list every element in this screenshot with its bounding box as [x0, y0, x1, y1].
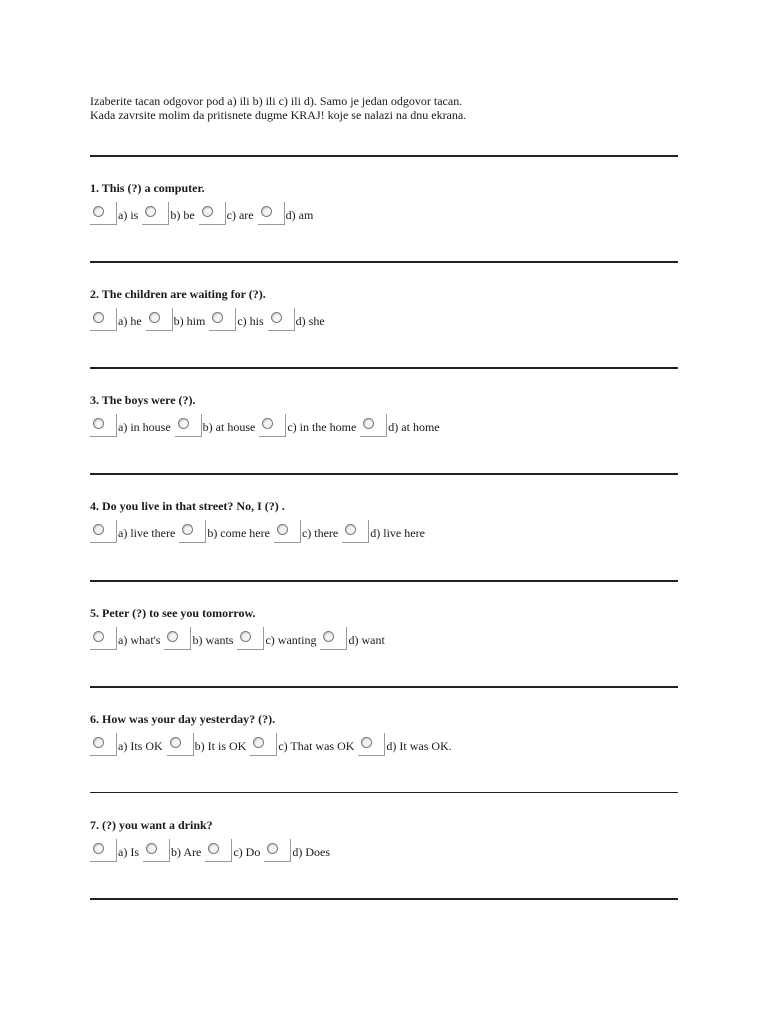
- instructions-line-2: Kada zavrsite molim da pritisnete dugme KRAJ! koje se nalazi na dnu ekrana.: [90, 108, 467, 122]
- option-label: b) at house: [202, 420, 256, 434]
- radio-circle-icon: [345, 524, 356, 535]
- option-d[interactable]: [358, 733, 451, 757]
- option-label: d) Does: [292, 845, 330, 859]
- option-d[interactable]: [360, 414, 439, 438]
- option-a[interactable]: [90, 414, 171, 438]
- question-text: 3. The boys were (?).: [90, 393, 196, 407]
- options-group: [90, 733, 452, 757]
- option-label: b) be: [170, 208, 195, 222]
- instructions: [90, 94, 690, 122]
- divider: [90, 792, 678, 793]
- radio-button[interactable]: [143, 839, 170, 862]
- option-label: b) wants: [192, 633, 234, 647]
- radio-button[interactable]: [90, 202, 117, 225]
- radio-circle-icon: [93, 631, 104, 642]
- option-c[interactable]: [250, 733, 354, 757]
- option-label: d) want: [348, 633, 385, 647]
- radio-circle-icon: [202, 206, 213, 217]
- radio-circle-icon: [167, 631, 178, 642]
- option-c[interactable]: [274, 520, 338, 544]
- option-label: c) in the home: [287, 420, 357, 434]
- question-text: 7. (?) you want a drink?: [90, 818, 213, 832]
- options-group: [90, 839, 330, 863]
- option-label: a) what's: [118, 633, 161, 647]
- radio-button[interactable]: [179, 520, 206, 543]
- instructions-line-1: Izaberite tacan odgovor pod a) ili b) ili c) ili d). Samo je jedan odgovor tacan.: [90, 94, 463, 108]
- radio-circle-icon: [93, 312, 104, 323]
- option-b[interactable]: [143, 839, 201, 863]
- radio-circle-icon: [323, 631, 334, 642]
- option-a[interactable]: [90, 308, 142, 332]
- radio-circle-icon: [93, 206, 104, 217]
- radio-circle-icon: [146, 843, 157, 854]
- option-label: a) in house: [118, 420, 171, 434]
- radio-button[interactable]: [320, 627, 347, 650]
- option-label: c) That was OK: [278, 739, 355, 753]
- radio-button[interactable]: [90, 308, 117, 331]
- radio-button[interactable]: [90, 733, 117, 756]
- option-a[interactable]: [90, 839, 139, 863]
- option-label: b) him: [173, 314, 206, 328]
- radio-circle-icon: [178, 418, 189, 429]
- option-label: b) It is OK: [194, 739, 247, 753]
- question-text: 5. Peter (?) to see you tomorrow.: [90, 606, 256, 620]
- option-label: c) are: [226, 208, 254, 222]
- options-group: [90, 308, 325, 332]
- radio-circle-icon: [170, 737, 181, 748]
- option-b[interactable]: [175, 414, 256, 438]
- radio-button[interactable]: [199, 202, 226, 225]
- options-group: [90, 520, 425, 544]
- options-group: [90, 627, 385, 651]
- radio-button[interactable]: [146, 308, 173, 331]
- option-c[interactable]: [199, 202, 254, 226]
- option-c[interactable]: [259, 414, 356, 438]
- divider: [90, 898, 678, 900]
- radio-button[interactable]: [142, 202, 169, 225]
- option-label: a) Is: [118, 845, 139, 859]
- question-text: 4. Do you live in that street? No, I (?) .: [90, 499, 285, 513]
- option-label: d) am: [285, 208, 314, 222]
- option-b[interactable]: [146, 308, 206, 332]
- option-d[interactable]: [268, 308, 325, 332]
- radio-button[interactable]: [90, 520, 117, 543]
- radio-button[interactable]: [250, 733, 277, 756]
- radio-button[interactable]: [259, 414, 286, 437]
- option-c[interactable]: [209, 308, 263, 332]
- option-label: d) It was OK.: [386, 739, 452, 753]
- option-label: a) is: [118, 208, 139, 222]
- option-d[interactable]: [320, 627, 384, 651]
- divider: [90, 155, 678, 157]
- option-b[interactable]: [167, 733, 247, 757]
- radio-circle-icon: [253, 737, 264, 748]
- radio-circle-icon: [182, 524, 193, 535]
- option-c[interactable]: [237, 627, 316, 651]
- option-label: c) wanting: [265, 633, 317, 647]
- divider: [90, 367, 678, 369]
- radio-button[interactable]: [175, 414, 202, 437]
- option-d[interactable]: [264, 839, 330, 863]
- question-text: 6. How was your day yesterday? (?).: [90, 712, 276, 726]
- radio-button[interactable]: [167, 733, 194, 756]
- option-label: c) his: [237, 314, 264, 328]
- options-group: [90, 414, 440, 438]
- option-label: d) at home: [388, 420, 440, 434]
- options-group: [90, 202, 313, 226]
- divider: [90, 686, 678, 688]
- option-b[interactable]: [164, 627, 233, 651]
- option-label: d) live here: [370, 526, 425, 540]
- radio-circle-icon: [93, 737, 104, 748]
- radio-circle-icon: [93, 524, 104, 535]
- radio-button[interactable]: [268, 308, 295, 331]
- option-label: c) there: [301, 526, 339, 540]
- option-a[interactable]: [90, 520, 175, 544]
- radio-circle-icon: [267, 843, 278, 854]
- option-label: d) she: [295, 314, 325, 328]
- question-text: 1. This (?) a computer.: [90, 181, 205, 195]
- radio-circle-icon: [240, 631, 251, 642]
- radio-circle-icon: [93, 843, 104, 854]
- option-label: c) Do: [233, 845, 261, 859]
- radio-circle-icon: [212, 312, 223, 323]
- radio-button[interactable]: [342, 520, 369, 543]
- option-a[interactable]: [90, 733, 163, 757]
- radio-button[interactable]: [264, 839, 291, 862]
- option-label: a) he: [118, 314, 142, 328]
- radio-button[interactable]: [205, 839, 232, 862]
- radio-circle-icon: [361, 737, 372, 748]
- radio-circle-icon: [145, 206, 156, 217]
- option-label: a) live there: [118, 526, 176, 540]
- radio-circle-icon: [363, 418, 374, 429]
- radio-button[interactable]: [90, 839, 117, 862]
- radio-button[interactable]: [209, 308, 236, 331]
- question-text: 2. The children are waiting for (?).: [90, 287, 266, 301]
- radio-circle-icon: [277, 524, 288, 535]
- radio-button[interactable]: [358, 733, 385, 756]
- option-b[interactable]: [142, 202, 194, 226]
- radio-button[interactable]: [164, 627, 191, 650]
- divider: [90, 261, 678, 263]
- option-a[interactable]: [90, 627, 160, 651]
- radio-button[interactable]: [90, 414, 117, 437]
- radio-button[interactable]: [90, 627, 117, 650]
- radio-circle-icon: [208, 843, 219, 854]
- option-label: b) Are: [171, 845, 202, 859]
- radio-circle-icon: [261, 206, 272, 217]
- radio-circle-icon: [149, 312, 160, 323]
- radio-circle-icon: [93, 418, 104, 429]
- option-c[interactable]: [205, 839, 260, 863]
- divider: [90, 580, 678, 582]
- radio-button[interactable]: [360, 414, 387, 437]
- radio-circle-icon: [262, 418, 273, 429]
- divider: [90, 473, 678, 475]
- radio-button[interactable]: [274, 520, 301, 543]
- option-label: a) Its OK: [118, 739, 163, 753]
- radio-button[interactable]: [258, 202, 285, 225]
- option-b[interactable]: [179, 520, 270, 544]
- option-a[interactable]: [90, 202, 138, 226]
- option-label: b) come here: [207, 526, 270, 540]
- option-d[interactable]: [258, 202, 314, 226]
- radio-button[interactable]: [237, 627, 264, 650]
- option-d[interactable]: [342, 520, 425, 544]
- radio-circle-icon: [271, 312, 282, 323]
